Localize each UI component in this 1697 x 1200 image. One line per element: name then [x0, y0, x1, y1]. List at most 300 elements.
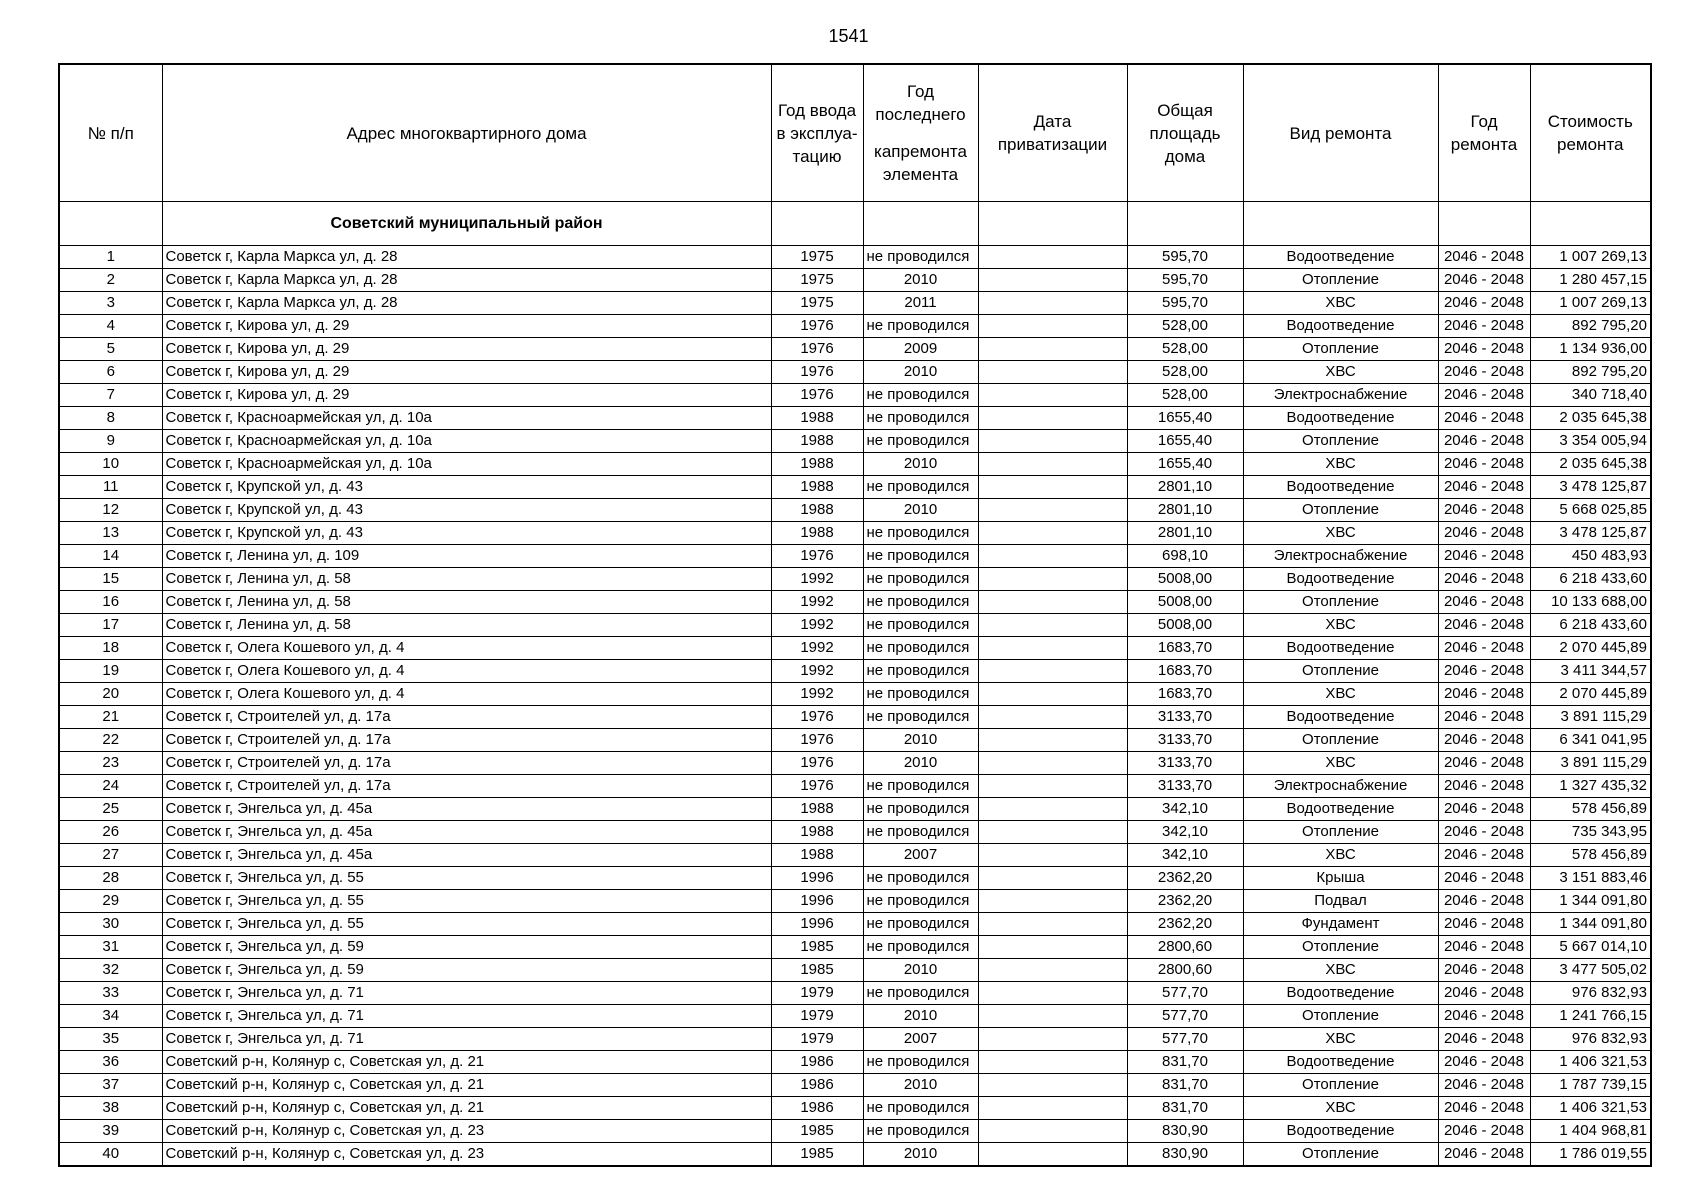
region-name: Советский муниципальный район	[162, 202, 771, 246]
row-year-built: 1976	[771, 729, 863, 752]
row-privatization	[978, 729, 1127, 752]
row-address: Советск г, Энгельса ул, д. 55	[162, 890, 771, 913]
row-year-built: 1976	[771, 315, 863, 338]
row-repair-type: Отопление	[1243, 936, 1438, 959]
row-privatization	[978, 752, 1127, 775]
row-repair-period: 2046 - 2048	[1438, 867, 1530, 890]
row-privatization	[978, 798, 1127, 821]
row-area: 342,10	[1127, 844, 1243, 867]
row-repair-period: 2046 - 2048	[1438, 522, 1530, 545]
row-repair-period: 2046 - 2048	[1438, 1005, 1530, 1028]
row-repair-period: 2046 - 2048	[1438, 982, 1530, 1005]
row-year-built: 1986	[771, 1074, 863, 1097]
header-privatization: Дата приватизации	[978, 64, 1127, 202]
row-area: 595,70	[1127, 246, 1243, 269]
row-year-built: 1988	[771, 821, 863, 844]
row-number: 15	[59, 568, 162, 591]
row-repair-period: 2046 - 2048	[1438, 384, 1530, 407]
region-row	[59, 202, 1651, 246]
row-repair-period: 2046 - 2048	[1438, 821, 1530, 844]
row-number: 6	[59, 361, 162, 384]
row-repair-period: 2046 - 2048	[1438, 683, 1530, 706]
row-cost: 2 035 645,38	[1530, 453, 1651, 476]
header-last-repair-top: Год последнего	[875, 82, 966, 124]
row-year-built: 1992	[771, 591, 863, 614]
row-repair-type: Водоотведение	[1243, 798, 1438, 821]
table-row	[59, 798, 1651, 821]
table-row	[59, 338, 1651, 361]
row-area: 831,70	[1127, 1097, 1243, 1120]
row-privatization	[978, 1120, 1127, 1143]
row-address: Советск г, Энгельса ул, д. 71	[162, 982, 771, 1005]
row-area: 5008,00	[1127, 568, 1243, 591]
table-row	[59, 1097, 1651, 1120]
row-repair-period: 2046 - 2048	[1438, 729, 1530, 752]
table-row	[59, 821, 1651, 844]
row-privatization	[978, 591, 1127, 614]
row-repair-period: 2046 - 2048	[1438, 1028, 1530, 1051]
row-year-built: 1992	[771, 683, 863, 706]
table-row	[59, 844, 1651, 867]
table-row	[59, 361, 1651, 384]
row-area: 528,00	[1127, 361, 1243, 384]
row-privatization	[978, 1005, 1127, 1028]
row-cost: 3 411 344,57	[1530, 660, 1651, 683]
row-year-built: 1985	[771, 936, 863, 959]
row-cost: 2 070 445,89	[1530, 683, 1651, 706]
row-year-built: 1988	[771, 522, 863, 545]
table-row	[59, 1120, 1651, 1143]
header-last-repair-bottom: капремонта элемента	[874, 142, 967, 184]
row-repair-type: Водоотведение	[1243, 706, 1438, 729]
row-repair-period: 2046 - 2048	[1438, 798, 1530, 821]
row-repair-period: 2046 - 2048	[1438, 568, 1530, 591]
row-number: 24	[59, 775, 162, 798]
row-privatization	[978, 407, 1127, 430]
row-number: 31	[59, 936, 162, 959]
row-number: 18	[59, 637, 162, 660]
row-repair-type: Водоотведение	[1243, 1051, 1438, 1074]
row-cost: 3 151 883,46	[1530, 867, 1651, 890]
row-cost: 340 718,40	[1530, 384, 1651, 407]
row-last-repair: 2007	[863, 1028, 978, 1051]
row-area: 1655,40	[1127, 407, 1243, 430]
row-number: 23	[59, 752, 162, 775]
row-repair-period: 2046 - 2048	[1438, 269, 1530, 292]
row-area: 3133,70	[1127, 775, 1243, 798]
row-year-built: 1979	[771, 982, 863, 1005]
row-privatization	[978, 660, 1127, 683]
row-address: Советск г, Ленина ул, д. 58	[162, 568, 771, 591]
row-last-repair: не проводился	[863, 683, 978, 706]
table-row	[59, 729, 1651, 752]
row-repair-type: ХВС	[1243, 292, 1438, 315]
row-last-repair: не проводился	[863, 982, 978, 1005]
table-row	[59, 499, 1651, 522]
row-year-built: 1992	[771, 637, 863, 660]
row-privatization	[978, 1143, 1127, 1167]
row-repair-period: 2046 - 2048	[1438, 844, 1530, 867]
row-last-repair: не проводился	[863, 1051, 978, 1074]
row-last-repair: не проводился	[863, 890, 978, 913]
row-repair-type: Водоотведение	[1243, 637, 1438, 660]
row-repair-period: 2046 - 2048	[1438, 1143, 1530, 1167]
row-last-repair: 2010	[863, 729, 978, 752]
row-year-built: 1975	[771, 246, 863, 269]
row-area: 2801,10	[1127, 499, 1243, 522]
row-address: Советск г, Карла Маркса ул, д. 28	[162, 269, 771, 292]
row-year-built: 1992	[771, 568, 863, 591]
row-repair-type: Водоотведение	[1243, 1120, 1438, 1143]
row-address: Советск г, Кирова ул, д. 29	[162, 315, 771, 338]
row-cost: 1 786 019,55	[1530, 1143, 1651, 1167]
row-number: 17	[59, 614, 162, 637]
row-cost: 6 218 433,60	[1530, 568, 1651, 591]
row-last-repair: 2010	[863, 499, 978, 522]
row-year-built: 1976	[771, 545, 863, 568]
row-year-built: 1992	[771, 614, 863, 637]
row-cost: 1 134 936,00	[1530, 338, 1651, 361]
row-number: 33	[59, 982, 162, 1005]
row-repair-type: Водоотведение	[1243, 246, 1438, 269]
table-row	[59, 706, 1651, 729]
row-cost: 1 007 269,13	[1530, 246, 1651, 269]
table-row	[59, 1074, 1651, 1097]
row-repair-type: ХВС	[1243, 453, 1438, 476]
row-repair-period: 2046 - 2048	[1438, 1120, 1530, 1143]
row-year-built: 1986	[771, 1051, 863, 1074]
row-area: 342,10	[1127, 798, 1243, 821]
row-number: 26	[59, 821, 162, 844]
row-year-built: 1976	[771, 775, 863, 798]
row-cost: 10 133 688,00	[1530, 591, 1651, 614]
row-year-built: 1985	[771, 1120, 863, 1143]
row-privatization	[978, 936, 1127, 959]
row-last-repair: 2010	[863, 959, 978, 982]
row-last-repair: 2010	[863, 752, 978, 775]
row-address: Советск г, Строителей ул, д. 17а	[162, 729, 771, 752]
table-row	[59, 614, 1651, 637]
row-number: 2	[59, 269, 162, 292]
row-area: 528,00	[1127, 338, 1243, 361]
row-cost: 450 483,93	[1530, 545, 1651, 568]
row-privatization	[978, 361, 1127, 384]
row-address: Советск г, Энгельса ул, д. 45а	[162, 844, 771, 867]
table-row	[59, 407, 1651, 430]
row-cost: 2 035 645,38	[1530, 407, 1651, 430]
header-cost: Стоимость ремонта	[1530, 64, 1651, 202]
table-row	[59, 269, 1651, 292]
row-address: Советск г, Кирова ул, д. 29	[162, 361, 771, 384]
row-last-repair: не проводился	[863, 476, 978, 499]
row-repair-type: ХВС	[1243, 683, 1438, 706]
row-repair-period: 2046 - 2048	[1438, 591, 1530, 614]
row-privatization	[978, 959, 1127, 982]
row-cost: 1 406 321,53	[1530, 1097, 1651, 1120]
row-area: 3133,70	[1127, 706, 1243, 729]
row-privatization	[978, 1051, 1127, 1074]
row-repair-type: ХВС	[1243, 522, 1438, 545]
row-number: 5	[59, 338, 162, 361]
row-year-built: 1985	[771, 1143, 863, 1167]
row-privatization	[978, 292, 1127, 315]
header-repair-year: Год ремонта	[1438, 64, 1530, 202]
row-privatization	[978, 1074, 1127, 1097]
row-area: 1683,70	[1127, 660, 1243, 683]
row-cost: 578 456,89	[1530, 798, 1651, 821]
row-repair-type: ХВС	[1243, 959, 1438, 982]
row-repair-type: Отопление	[1243, 1143, 1438, 1167]
row-address: Советск г, Олега Кошевого ул, д. 4	[162, 660, 771, 683]
row-privatization	[978, 476, 1127, 499]
row-cost: 976 832,93	[1530, 1028, 1651, 1051]
row-year-built: 1988	[771, 499, 863, 522]
row-area: 831,70	[1127, 1074, 1243, 1097]
header-repair-type: Вид ремонта	[1243, 64, 1438, 202]
row-cost: 2 070 445,89	[1530, 637, 1651, 660]
row-last-repair: 2007	[863, 844, 978, 867]
row-area: 831,70	[1127, 1051, 1243, 1074]
row-number: 11	[59, 476, 162, 499]
row-cost: 3 891 115,29	[1530, 752, 1651, 775]
row-repair-period: 2046 - 2048	[1438, 913, 1530, 936]
row-address: Советск г, Строителей ул, д. 17а	[162, 706, 771, 729]
header-area: Общая площадь дома	[1127, 64, 1243, 202]
row-year-built: 1988	[771, 453, 863, 476]
row-number: 32	[59, 959, 162, 982]
row-cost: 1 327 435,32	[1530, 775, 1651, 798]
row-address: Советский р-н, Колянур с, Советская ул, д. 21	[162, 1051, 771, 1074]
row-year-built: 1979	[771, 1005, 863, 1028]
row-privatization	[978, 430, 1127, 453]
row-year-built: 1975	[771, 269, 863, 292]
row-last-repair: не проводился	[863, 660, 978, 683]
row-number: 30	[59, 913, 162, 936]
row-cost: 976 832,93	[1530, 982, 1651, 1005]
row-address: Советск г, Кирова ул, д. 29	[162, 384, 771, 407]
table-row	[59, 775, 1651, 798]
row-repair-type: Отопление	[1243, 1005, 1438, 1028]
row-privatization	[978, 683, 1127, 706]
row-number: 19	[59, 660, 162, 683]
row-number: 3	[59, 292, 162, 315]
table-row	[59, 683, 1651, 706]
row-address: Советск г, Строителей ул, д. 17а	[162, 775, 771, 798]
row-area: 342,10	[1127, 821, 1243, 844]
row-last-repair: 2010	[863, 1005, 978, 1028]
row-address: Советск г, Энгельса ул, д. 45а	[162, 798, 771, 821]
row-privatization	[978, 982, 1127, 1005]
row-area: 1655,40	[1127, 430, 1243, 453]
row-cost: 3 478 125,87	[1530, 522, 1651, 545]
row-repair-period: 2046 - 2048	[1438, 752, 1530, 775]
row-last-repair: 2009	[863, 338, 978, 361]
row-address: Советск г, Энгельса ул, д. 55	[162, 867, 771, 890]
row-cost: 1 344 091,80	[1530, 913, 1651, 936]
table-row	[59, 936, 1651, 959]
row-number: 39	[59, 1120, 162, 1143]
row-repair-type: Отопление	[1243, 821, 1438, 844]
row-privatization	[978, 867, 1127, 890]
row-repair-period: 2046 - 2048	[1438, 1074, 1530, 1097]
row-year-built: 1988	[771, 844, 863, 867]
row-number: 7	[59, 384, 162, 407]
row-number: 10	[59, 453, 162, 476]
row-number: 20	[59, 683, 162, 706]
row-repair-period: 2046 - 2048	[1438, 315, 1530, 338]
row-number: 1	[59, 246, 162, 269]
row-cost: 1 007 269,13	[1530, 292, 1651, 315]
row-address: Советск г, Карла Маркса ул, д. 28	[162, 246, 771, 269]
repair-register-table	[58, 63, 1652, 1167]
row-repair-period: 2046 - 2048	[1438, 959, 1530, 982]
row-area: 528,00	[1127, 315, 1243, 338]
row-number: 16	[59, 591, 162, 614]
row-last-repair: 2011	[863, 292, 978, 315]
header-year-built: Год ввода в эксплуа-тацию	[771, 64, 863, 202]
row-repair-type: Отопление	[1243, 1074, 1438, 1097]
table-row	[59, 292, 1651, 315]
header-row	[59, 64, 1651, 202]
table-row	[59, 453, 1651, 476]
row-repair-period: 2046 - 2048	[1438, 453, 1530, 476]
row-address: Советск г, Крупской ул, д. 43	[162, 476, 771, 499]
row-address: Советский р-н, Колянур с, Советская ул, д. 21	[162, 1074, 771, 1097]
row-privatization	[978, 338, 1127, 361]
row-repair-type: Водоотведение	[1243, 407, 1438, 430]
row-address: Советск г, Красноармейская ул, д. 10а	[162, 453, 771, 476]
row-last-repair: не проводился	[863, 637, 978, 660]
row-repair-period: 2046 - 2048	[1438, 1051, 1530, 1074]
row-number: 13	[59, 522, 162, 545]
row-last-repair: не проводился	[863, 384, 978, 407]
row-area: 2362,20	[1127, 890, 1243, 913]
row-repair-period: 2046 - 2048	[1438, 614, 1530, 637]
row-cost: 1 787 739,15	[1530, 1074, 1651, 1097]
row-address: Советск г, Ленина ул, д. 58	[162, 614, 771, 637]
row-address: Советск г, Карла Маркса ул, д. 28	[162, 292, 771, 315]
row-repair-type: Фундамент	[1243, 913, 1438, 936]
row-area: 5008,00	[1127, 591, 1243, 614]
row-repair-type: ХВС	[1243, 1097, 1438, 1120]
row-year-built: 1988	[771, 430, 863, 453]
row-number: 29	[59, 890, 162, 913]
row-year-built: 1979	[771, 1028, 863, 1051]
row-privatization	[978, 545, 1127, 568]
table-row	[59, 752, 1651, 775]
row-repair-period: 2046 - 2048	[1438, 361, 1530, 384]
row-privatization	[978, 844, 1127, 867]
row-number: 4	[59, 315, 162, 338]
row-area: 577,70	[1127, 1028, 1243, 1051]
row-area: 830,90	[1127, 1143, 1243, 1167]
row-number: 14	[59, 545, 162, 568]
row-cost: 5 668 025,85	[1530, 499, 1651, 522]
row-year-built: 1988	[771, 798, 863, 821]
row-cost: 6 218 433,60	[1530, 614, 1651, 637]
row-privatization	[978, 568, 1127, 591]
row-privatization	[978, 499, 1127, 522]
row-repair-type: Электроснабжение	[1243, 545, 1438, 568]
row-year-built: 1986	[771, 1097, 863, 1120]
row-repair-period: 2046 - 2048	[1438, 1097, 1530, 1120]
row-area: 577,70	[1127, 982, 1243, 1005]
row-repair-type: Электроснабжение	[1243, 775, 1438, 798]
row-repair-period: 2046 - 2048	[1438, 246, 1530, 269]
row-area: 1683,70	[1127, 683, 1243, 706]
row-area: 3133,70	[1127, 752, 1243, 775]
row-last-repair: не проводился	[863, 591, 978, 614]
row-last-repair: не проводился	[863, 1120, 978, 1143]
table-row	[59, 568, 1651, 591]
row-address: Советский р-н, Колянур с, Советская ул, д. 23	[162, 1120, 771, 1143]
row-area: 1683,70	[1127, 637, 1243, 660]
row-cost: 892 795,20	[1530, 361, 1651, 384]
row-last-repair: не проводился	[863, 522, 978, 545]
row-repair-type: Электроснабжение	[1243, 384, 1438, 407]
row-privatization	[978, 1097, 1127, 1120]
row-privatization	[978, 269, 1127, 292]
table-row	[59, 959, 1651, 982]
table-row	[59, 913, 1651, 936]
row-repair-type: ХВС	[1243, 614, 1438, 637]
row-year-built: 1996	[771, 890, 863, 913]
row-last-repair: не проводился	[863, 913, 978, 936]
row-privatization	[978, 706, 1127, 729]
row-repair-period: 2046 - 2048	[1438, 936, 1530, 959]
row-cost: 1 344 091,80	[1530, 890, 1651, 913]
table-row	[59, 660, 1651, 683]
row-area: 1655,40	[1127, 453, 1243, 476]
row-privatization	[978, 384, 1127, 407]
row-address: Советск г, Строителей ул, д. 17а	[162, 752, 771, 775]
row-year-built: 1976	[771, 361, 863, 384]
row-repair-type: Отопление	[1243, 591, 1438, 614]
row-repair-period: 2046 - 2048	[1438, 660, 1530, 683]
row-repair-period: 2046 - 2048	[1438, 292, 1530, 315]
row-repair-type: Подвал	[1243, 890, 1438, 913]
row-last-repair: не проводился	[863, 821, 978, 844]
table-row	[59, 430, 1651, 453]
row-repair-period: 2046 - 2048	[1438, 775, 1530, 798]
table-row	[59, 867, 1651, 890]
row-number: 22	[59, 729, 162, 752]
row-address: Советск г, Энгельса ул, д. 71	[162, 1005, 771, 1028]
table-row	[59, 1028, 1651, 1051]
row-cost: 6 341 041,95	[1530, 729, 1651, 752]
row-address: Советск г, Красноармейская ул, д. 10а	[162, 407, 771, 430]
row-cost: 1 404 968,81	[1530, 1120, 1651, 1143]
row-number: 8	[59, 407, 162, 430]
table-row	[59, 545, 1651, 568]
row-address: Советск г, Ленина ул, д. 58	[162, 591, 771, 614]
row-year-built: 1985	[771, 959, 863, 982]
table-row	[59, 1005, 1651, 1028]
row-area: 3133,70	[1127, 729, 1243, 752]
row-address: Советск г, Крупской ул, д. 43	[162, 499, 771, 522]
row-address: Советск г, Красноармейская ул, д. 10а	[162, 430, 771, 453]
row-repair-type: Отопление	[1243, 338, 1438, 361]
row-last-repair: 2010	[863, 1074, 978, 1097]
row-last-repair: не проводился	[863, 614, 978, 637]
row-privatization	[978, 522, 1127, 545]
row-repair-type: Отопление	[1243, 430, 1438, 453]
row-address: Советск г, Олега Кошевого ул, д. 4	[162, 683, 771, 706]
row-area: 2801,10	[1127, 476, 1243, 499]
row-area: 577,70	[1127, 1005, 1243, 1028]
row-area: 830,90	[1127, 1120, 1243, 1143]
row-repair-type: ХВС	[1243, 361, 1438, 384]
